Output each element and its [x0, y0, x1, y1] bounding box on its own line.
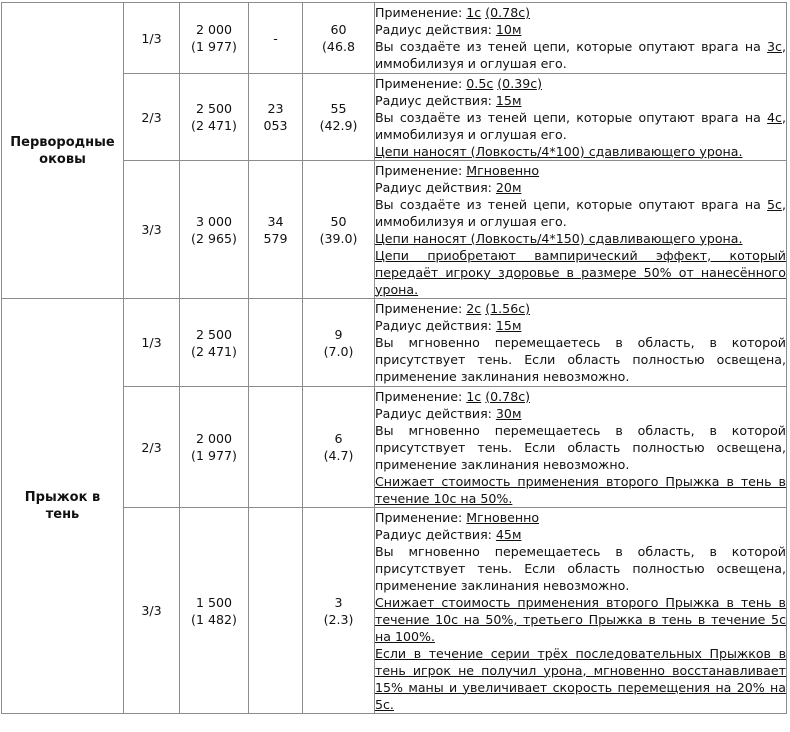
- bonus-effect: Снижает стоимость применения второго Прыжка в тень в течение 10с на 50%.: [375, 473, 786, 506]
- cast-value: Мгновенно: [466, 509, 540, 525]
- cost-cell: [180, 508, 249, 714]
- effect-text: [375, 109, 786, 143]
- exp-cell: [249, 161, 303, 299]
- cooldown-main: 3: [334, 594, 343, 610]
- exp-cell: [249, 3, 303, 74]
- skill-name-line: Первородные: [10, 134, 115, 150]
- table-row: [2, 299, 787, 387]
- effect-text: Вы мгновенно перемещаетесь в область, в которой присутствует тень. Если область полностью освещена, применение заклинания невозможно.: [375, 335, 786, 384]
- range-value: 30м: [495, 405, 522, 421]
- description-cell: [375, 299, 787, 387]
- cooldown-alt: (42.9): [319, 118, 358, 133]
- abilities-table: [1, 2, 787, 714]
- bonus-effect: Цепи наносят (Ловкость/4*150) сдавливающего урона.: [375, 230, 743, 246]
- cost-alt: (2 471): [191, 343, 237, 359]
- cast-time-line: [375, 300, 786, 317]
- effect-after: , иммобилизуя и оглушая его.: [375, 109, 786, 142]
- bonus-effect: Цепи приобретают вампирический эффект, который передаёт игроку здоровье в размере 50% от нанесённого урона.: [375, 247, 786, 297]
- cost-cell: [180, 387, 249, 508]
- range-line: [375, 179, 786, 196]
- cost-cell: [180, 299, 249, 387]
- exp-value: -: [273, 30, 278, 46]
- effect-before: Вы создаёте из теней цепи, которые опутают врага на: [375, 39, 768, 54]
- description-cell: [375, 74, 787, 161]
- cooldown-cell: [303, 3, 375, 74]
- cast-value: Мгновенно: [466, 162, 540, 178]
- range-label: Радиус действия:: [375, 92, 496, 108]
- cast-label: Применение:: [375, 301, 467, 316]
- range-label: Радиус действия:: [375, 22, 496, 37]
- cast-time-line: [375, 509, 786, 526]
- range-label: Радиус действия:: [375, 179, 496, 195]
- cooldown-main: 50: [330, 213, 347, 229]
- bonus-effect: Снижает стоимость применения второго Прыжка в тень в течение 10с на 50%, третьего Прыжка в тень в течение 5с на 100%.: [375, 594, 786, 644]
- range-line: [375, 317, 786, 334]
- range-line: [375, 405, 786, 422]
- skill-name-cell: [2, 299, 124, 714]
- skill-name-line: тень: [45, 507, 80, 522]
- cost-cell: [180, 161, 249, 299]
- range-value: 10м: [495, 22, 522, 37]
- effect-duration: 5с: [767, 196, 782, 212]
- effect-after: , иммобилизуя и оглушая его.: [375, 196, 786, 229]
- cost-main: 2 000: [195, 431, 233, 446]
- range-label: Радиус действия:: [375, 318, 496, 333]
- cast-value: 2с: [466, 301, 482, 316]
- table-row: [2, 3, 787, 74]
- cooldown-cell: [303, 299, 375, 387]
- effect-duration: 4с: [767, 109, 782, 125]
- effect-before: Вы создаёте из теней цепи, которые опутают врага на: [375, 109, 768, 125]
- exp-cell: [249, 299, 303, 387]
- cost-alt: (1 977): [191, 39, 237, 54]
- range-value: 45м: [495, 526, 522, 542]
- level-cell: 1/3: [124, 3, 180, 74]
- description-cell: [375, 161, 787, 299]
- effect-text: [375, 38, 786, 72]
- cast-value: 1с: [466, 388, 482, 404]
- level-cell: 3/3: [124, 508, 180, 714]
- cast-alt: (0.78с): [485, 388, 531, 404]
- level-cell: 2/3: [124, 387, 180, 508]
- cast-value: 0.5с: [466, 75, 494, 91]
- cooldown-cell: [303, 74, 375, 161]
- cast-label: Применение:: [375, 5, 467, 20]
- range-label: Радиус действия:: [375, 405, 496, 421]
- cooldown-cell: [303, 508, 375, 714]
- cost-alt: (2 471): [191, 118, 237, 133]
- cost-cell: [180, 3, 249, 74]
- range-line: [375, 526, 786, 543]
- range-label: Радиус действия:: [375, 526, 496, 542]
- level-cell: 1/3: [124, 299, 180, 387]
- skill-name-cell: [2, 3, 124, 299]
- skill-name-line: оковы: [39, 151, 86, 167]
- cost-alt: (2 965): [191, 230, 237, 246]
- cooldown-main: 55: [330, 101, 347, 116]
- cooldown-cell: [303, 387, 375, 508]
- effect-text: Вы мгновенно перемещаетесь в область, в которой присутствует тень. Если область полностью освещена, применение заклинания невозможно.: [375, 422, 786, 472]
- cast-label: Применение:: [375, 388, 467, 404]
- cost-main: 1 500: [195, 594, 233, 610]
- effect-text: [375, 196, 786, 230]
- cost-alt: (1 977): [191, 448, 237, 463]
- cost-main: 3 000: [195, 213, 233, 229]
- cooldown-main: 6: [334, 431, 343, 446]
- cast-time-line: [375, 162, 786, 179]
- exp-cell: [249, 387, 303, 508]
- bonus-effect: Если в течение серии трёх последовательных Прыжков в тень игрок не получил урона, мгновенно восстанавливает 15% маны и увеличивает скорость перемещения на 20% на 5с.: [375, 645, 786, 712]
- cast-label: Применение:: [375, 75, 467, 91]
- cast-time-line: [375, 4, 786, 21]
- cast-alt: (0.78с): [485, 5, 531, 20]
- cooldown-alt: (2.3): [323, 611, 354, 627]
- range-line: [375, 21, 786, 38]
- cooldown-main: 9: [334, 326, 343, 342]
- cast-alt: (1.56с): [485, 301, 531, 316]
- cast-value: 1с: [466, 5, 482, 20]
- effect-duration: 3с: [767, 39, 782, 54]
- effect-before: Вы создаёте из теней цепи, которые опутают врага на: [375, 196, 768, 212]
- cast-alt: (0.39с): [497, 75, 543, 91]
- cost-main: 2 000: [195, 22, 233, 37]
- range-value: 20м: [495, 179, 522, 195]
- cast-time-line: [375, 75, 786, 92]
- range-value: 15м: [495, 92, 522, 108]
- effect-text: Вы мгновенно перемещаетесь в область, в которой присутствует тень. Если область полностью освещена, применение заклинания невозможно.: [375, 543, 786, 593]
- description-cell: [375, 508, 787, 714]
- cast-time-line: [375, 388, 786, 405]
- cost-main: 2 500: [195, 326, 233, 342]
- level-cell: 2/3: [124, 74, 180, 161]
- cooldown-alt: (39.0): [319, 230, 358, 246]
- cast-label: Применение:: [375, 509, 467, 525]
- cost-main: 2 500: [195, 101, 233, 116]
- skill-name-line: Прыжок в: [24, 490, 101, 505]
- range-value: 15м: [495, 318, 522, 333]
- cost-cell: [180, 74, 249, 161]
- cooldown-alt: (7.0): [323, 343, 354, 359]
- effect-after: , иммобилизуя и оглушая его.: [375, 39, 786, 71]
- exp-cell: [249, 74, 303, 161]
- cooldown-main: 60: [330, 22, 347, 37]
- description-cell: [375, 3, 787, 74]
- exp-value: 23: [267, 101, 284, 116]
- bonus-effect: Цепи наносят (Ловкость/4*100) сдавливающего урона.: [375, 143, 743, 159]
- exp-value: 579: [263, 230, 288, 246]
- cooldown-alt: (46.8: [322, 39, 355, 54]
- cost-alt: (1 482): [191, 611, 237, 627]
- description-cell: [375, 387, 787, 508]
- exp-cell: [249, 508, 303, 714]
- cast-label: Применение:: [375, 162, 467, 178]
- range-line: [375, 92, 786, 109]
- cooldown-cell: [303, 161, 375, 299]
- exp-value: 34: [267, 213, 284, 229]
- exp-value: 053: [263, 118, 288, 133]
- level-cell: 3/3: [124, 161, 180, 299]
- cooldown-alt: (4.7): [323, 448, 354, 463]
